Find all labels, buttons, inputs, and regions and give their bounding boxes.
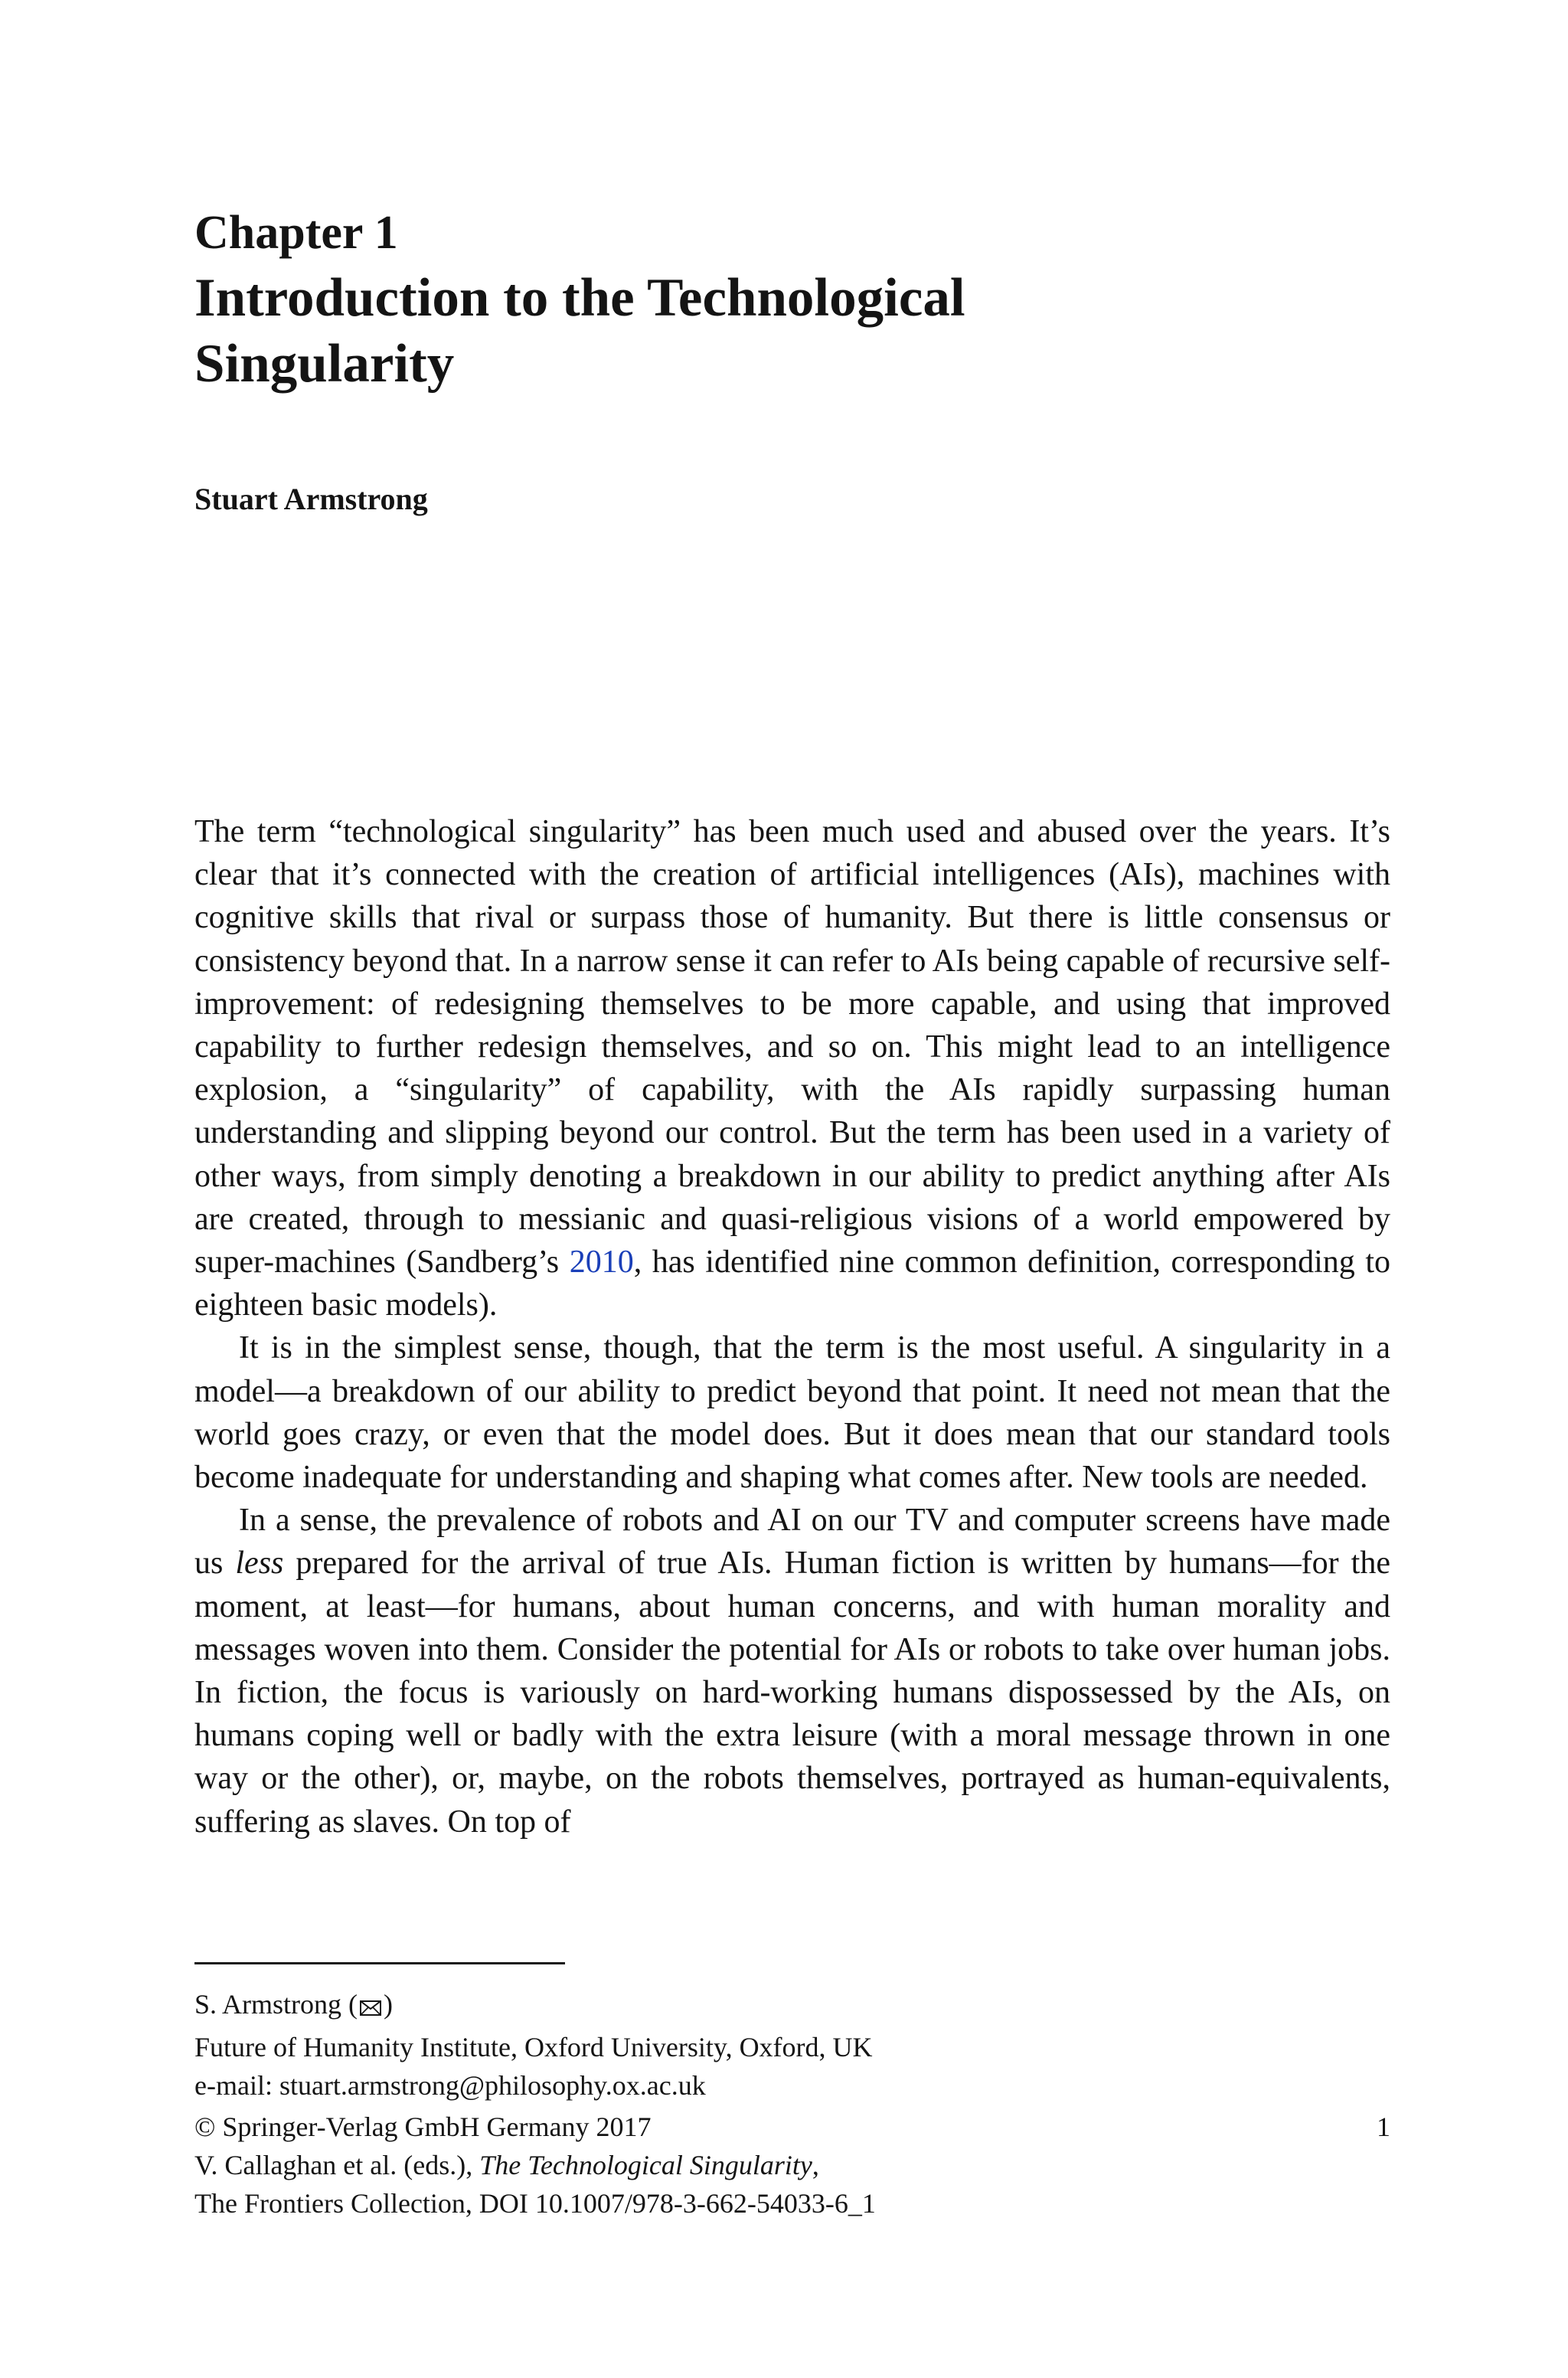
envelope-icon	[359, 1990, 382, 2028]
editors-suffix: ,	[812, 2150, 819, 2180]
editors-prefix: V. Callaghan et al. (eds.),	[194, 2150, 480, 2180]
paragraph-3	[194, 1499, 1390, 1843]
series-doi-line: The Frontiers Collection, DOI 10.1007/978-3-662-54033-6_1	[194, 2188, 876, 2219]
affiliation-author-name: S. Armstrong (	[194, 1989, 358, 2020]
chapter-label: Chapter 1	[194, 207, 398, 259]
editors-line	[194, 2146, 1390, 2184]
chapter-title-line-2: Singularity	[194, 334, 455, 394]
paragraph-1-text-a: The term “technological singularity” has been much used and abused over the years. It’s clear that it’s connected with the creation of artificial intelligences (AIs), machines with cognitive skills that rival or surpass those of humanity. But there is little consensus or consistency beyond that. In a narrow sense it can refer to AIs being capable of recursive self-improvement: of redesigning themselves to be more capable, and using that improved capability to further redesign themselves, and so on. This might lead to an intelligence explosion, a “singularity” of capability, with the AIs rapidly surpassing human understanding and slipping beyond our control. But the term has been used in a variety of other ways, from simply denoting a breakdown in our ability to predict anything after AIs are created, through to messianic and quasi-religious visions of a world empowered by super-machines (Sandberg’s	[194, 814, 1390, 1281]
emphasis-less: less	[235, 1546, 284, 1582]
chapter-title	[194, 265, 1343, 397]
body-text	[194, 810, 1390, 1843]
affiliation-author-close: )	[384, 1989, 394, 2020]
paragraph-3-text-b: prepared for the arrival of true AIs. Human fiction is written by humans—for the moment, at least—for humans, about human concerns, and with human morality and messages woven into them. Consider the potential for AIs or robots to take over human jobs. In fiction, the focus is variously on hard-working humans dispossessed by the AIs, on humans coping well or badly with the extra leisure (with a moral message thrown in one way or the other), or, maybe, on the robots themselves, portrayed as human-equivalents, suffering as slaves. On top of	[194, 1546, 1390, 1840]
paragraph-2: It is in the simplest sense, though, that the term is the most useful. A singularity in a model—a breakdown of our ability to predict beyond that point. It need not mean that the world goes crazy, or even that the model does. But it does mean that our standard tools become inadequate for understanding and shaping what comes after. New tools are needed.	[194, 1330, 1390, 1496]
paragraph-1	[194, 810, 1390, 1326]
paragraph-1-text-b: , has identified nine common definition, corresponding to eighteen basic models).	[194, 1245, 1390, 1323]
paragraph-3-text-a: In a sense, the prevalence of robots and AI on our TV and computer screens have made us	[194, 1503, 1390, 1582]
author-affiliation	[194, 1985, 1343, 2105]
footnote-divider	[194, 1962, 565, 1964]
imprint	[194, 2108, 1390, 2223]
book-title: The Technological Singularity	[479, 2150, 812, 2180]
chapter-title-line-1: Introduction to the Technological	[194, 268, 965, 328]
affiliation-author-line	[194, 1985, 1343, 2028]
copyright-line: © Springer-Verlag GmbH Germany 2017	[194, 2111, 652, 2142]
citation-link-sandberg-2010[interactable]: 2010	[569, 1245, 634, 1281]
affiliation-institution: Future of Humanity Institute, Oxford University, Oxford, UK	[194, 2032, 873, 2062]
affiliation-email[interactable]: e-mail: stuart.armstrong@philosophy.ox.ac.uk	[194, 2070, 706, 2101]
chapter-author: Stuart Armstrong	[194, 482, 428, 516]
page-number: 1	[1377, 2111, 1390, 2142]
